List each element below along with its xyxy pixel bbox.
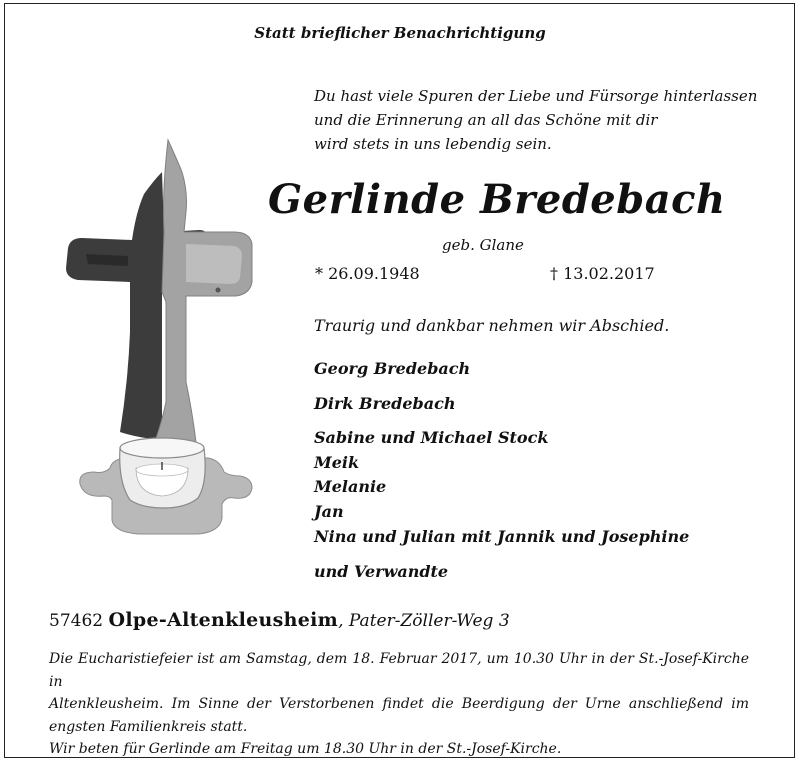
service-info-line: engsten Familienkreis statt. <box>49 718 248 735</box>
birth-date: * 26.09.1948 <box>315 264 420 283</box>
service-info-line: Die Eucharistiefeier ist am Samstag, dem 18. Februar 2017, um 10.30 Uhr in der St.-Josef-Kirche in <box>49 651 749 690</box>
address-street: , Pater-Zöller-Weg 3 <box>338 611 510 631</box>
address-city: Olpe-Altenkleusheim <box>108 609 339 631</box>
maiden-name: geb. Glane <box>442 236 524 254</box>
mourner-name: Melanie <box>314 477 387 496</box>
notice-header: Statt brieflicher Benachrichtigung <box>254 24 546 42</box>
service-info <box>49 648 749 761</box>
poem-line: und die Erinnerung an all das Schöne mit dir <box>314 111 658 129</box>
poem-line: wird stets in uns lebendig sein. <box>314 135 552 153</box>
mourner-name: Dirk Bredebach <box>314 394 456 413</box>
poem <box>314 84 757 156</box>
deceased-name: Gerlinde Bredebach <box>268 176 726 223</box>
mourner-name: Sabine und Michael Stock <box>314 428 549 447</box>
prayer-info: Wir beten für Gerlinde am Freitag um 18.30 Uhr in der St.-Josef-Kirche. <box>49 741 562 757</box>
address-zip: 57462 <box>49 611 104 631</box>
mourner-name: Meik <box>314 453 360 472</box>
mourner-relatives: und Verwandte <box>314 562 449 581</box>
poem-line: Du hast viele Spuren der Liebe und Fürsorge hinterlassen <box>314 87 758 105</box>
cross-candle-icon <box>58 132 258 537</box>
mourner-name: Georg Bredebach <box>314 359 471 378</box>
farewell-text: Traurig und dankbar nehmen wir Abschied. <box>314 316 670 335</box>
cross-candle-image <box>58 132 258 541</box>
death-date: † 13.02.2017 <box>550 264 655 283</box>
mourner-name: Nina und Julian mit Jannik und Josephine <box>314 527 690 546</box>
address <box>49 609 510 631</box>
mourner-name: Jan <box>314 502 344 521</box>
service-info-line: Altenkleusheim. Im Sinne der Verstorbenen findet die Beerdigung der Urne anschließend im <box>49 696 749 712</box>
